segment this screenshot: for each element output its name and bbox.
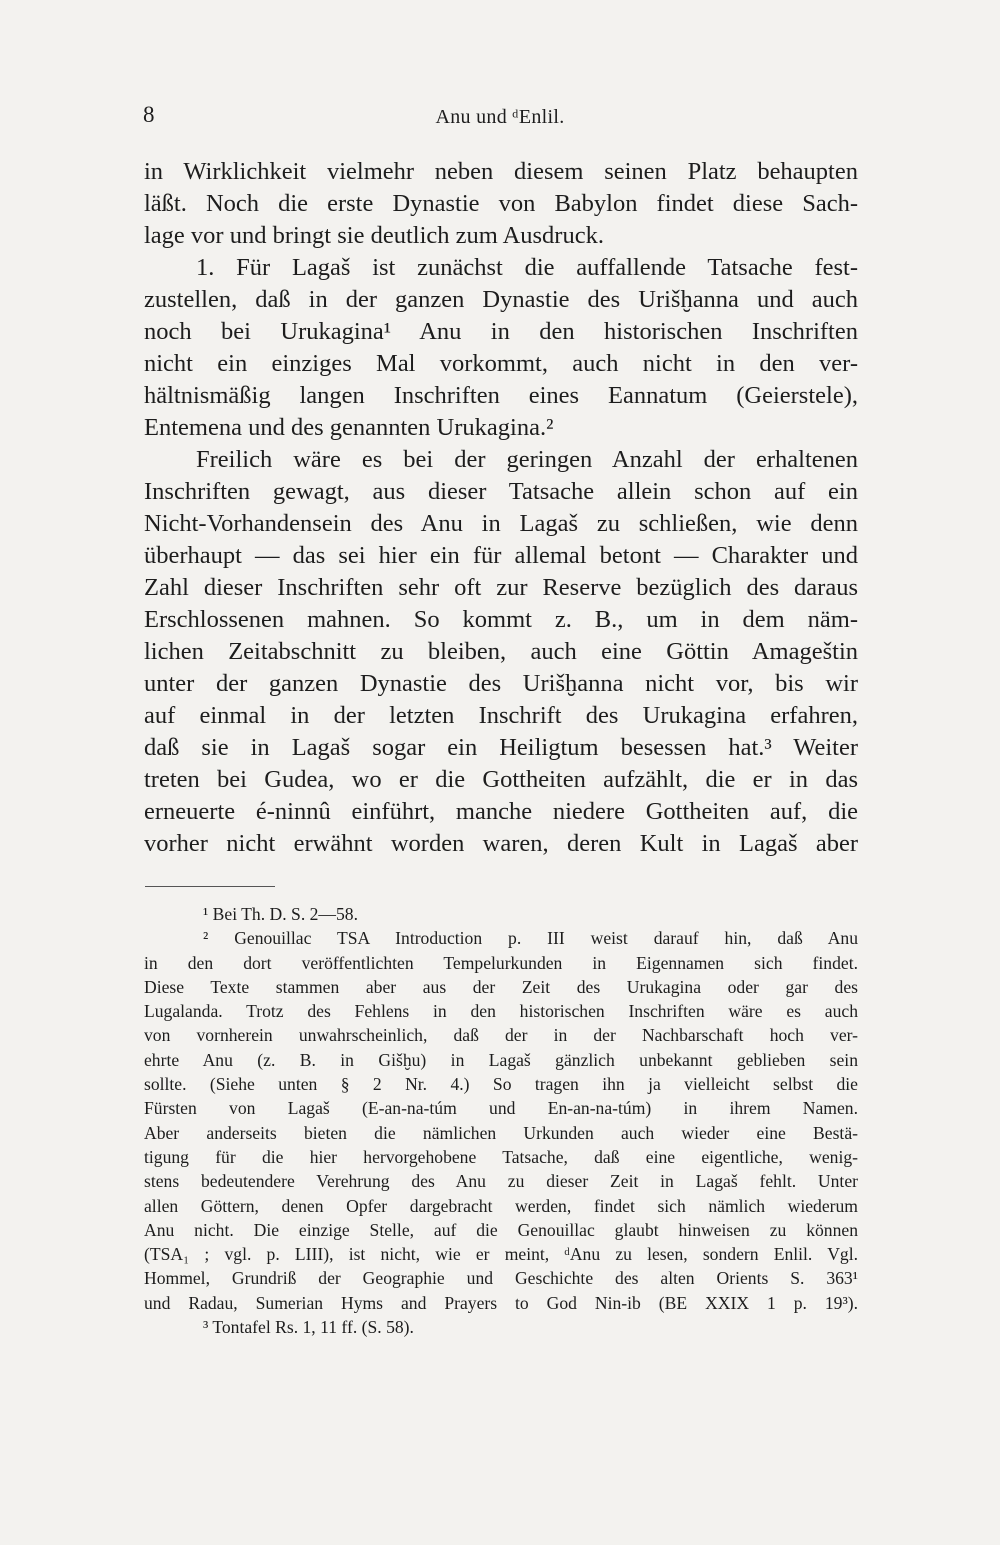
text-line: Inschriften gewagt, aus dieser Tatsache allein schon auf ein: [144, 478, 858, 505]
footnote-line: Lugalanda. Trotz des Fehlens in den historischen Inschriften wäre es auch: [144, 1001, 858, 1022]
text-line: daß sie in Lagaš sogar ein Heiligtum besessen hat.³ Weiter: [144, 734, 858, 761]
page-number: 8: [143, 102, 155, 127]
text-line: lichen Zeitabschnitt zu bleiben, auch eine Göttin Amageštin: [144, 638, 858, 665]
footnote-line: von vornherein unwahrscheinlich, daß der in der Nachbarschaft hoch ver-: [144, 1025, 858, 1046]
footnote-line: Hommel, Grundriß der Geographie und Geschichte des alten Orients S. 363¹: [144, 1268, 858, 1289]
footnote-line: Anu nicht. Die einzige Stelle, auf die Genouillac glaubt hinweisen zu können: [144, 1219, 858, 1240]
footnote-separator: [145, 886, 275, 887]
text-line: erneuerte é-ninnû einführt, manche niedere Gottheiten auf, die: [144, 798, 858, 825]
text-line: Entemena und des genannten Urukagina.²: [144, 414, 554, 441]
text-line: überhaupt — das sei hier ein für allemal betont — Charakter und: [144, 542, 858, 569]
footnote-line: ehrte Anu (z. B. in Gišḫu) in Lagaš gänzlich unbekannt geblieben sein: [144, 1049, 858, 1070]
footnote-line: (TSA₁ ; vgl. p. LIII), ist nicht, wie er meint, ᵈAnu zu lesen, sondern Enlil. Vgl.: [144, 1244, 858, 1265]
main-text: [144, 156, 858, 860]
text-line: Erschlossenen mahnen. So kommt z. B., um in dem näm-: [144, 606, 858, 633]
text-line: noch bei Urukagina¹ Anu in den historischen Inschriften: [144, 318, 858, 345]
footnote-1: ¹ Bei Th. D. S. 2—58.: [203, 904, 358, 924]
footnote-line: Fürsten von Lagaš (E-an-na-túm und En-an-na-túm) in ihrem Namen.: [144, 1098, 858, 1119]
text-line: Zahl dieser Inschriften sehr oft zur Reserve bezüglich des daraus: [144, 574, 858, 601]
paragraph-start-line: 1. Für Lagaš ist zunächst die auffallende Tatsache fest-: [196, 254, 858, 281]
footnote-line: allen Göttern, denen Opfer dargebracht werden, findet sich nämlich wiederum: [144, 1195, 858, 1216]
footnote-line: sollte. (Siehe unten § 2 Nr. 4.) So tragen ihn ja vielleicht selbst die: [144, 1074, 858, 1095]
footnote-line: in den dort veröffentlichten Tempelurkunden in Eigennamen sich findet.: [144, 952, 858, 973]
text-line: nicht ein einziges Mal vorkommt, auch nicht in den ver-: [144, 350, 858, 377]
text-line: läßt. Noch die erste Dynastie von Babylon findet diese Sach-: [144, 190, 858, 217]
text-line: treten bei Gudea, wo er die Gottheiten aufzählt, die er in das: [144, 766, 858, 793]
footnote-line: stens bedeutendere Verehrung des Anu zu dieser Zeit in Lagaš fehlt. Unter: [144, 1171, 858, 1192]
footnote-line: Diese Texte stammen aber aus der Zeit des Urukagina oder gar des: [144, 976, 858, 997]
footnote-line: Aber anderseits bieten die nämlichen Urkunden auch wieder eine Bestä-: [144, 1122, 858, 1143]
running-head: Anu und ᵈEnlil.: [435, 106, 565, 128]
footnote-line: und Radau, Sumerian Hyms and Prayers to God Nin-ib (BE XXIX 1 p. 19³).: [144, 1292, 858, 1313]
text-line: lage vor und bringt sie deutlich zum Ausdruck.: [144, 222, 604, 249]
text-line: zustellen, daß in der ganzen Dynastie des Urišḫanna und auch: [144, 286, 858, 313]
footnote-line: tigung für die hier hervorgehobene Tatsache, daß eine eigentliche, wenig-: [144, 1146, 858, 1167]
footnotes: [144, 902, 858, 1339]
text-line: Nicht-Vorhandensein des Anu in Lagaš zu schließen, wie denn: [144, 510, 858, 537]
footnote-2: ² Genouillac TSA Introduction p. III weist darauf hin, daß Anu: [203, 928, 858, 949]
text-line: vorher nicht erwähnt worden waren, deren Kult in Lagaš aber: [144, 830, 858, 857]
text-line: unter der ganzen Dynastie des Urišḫanna nicht vor, bis wir: [144, 670, 858, 697]
footnote-3: ³ Tontafel Rs. 1, 11 ff. (S. 58).: [203, 1317, 414, 1338]
text-line: in Wirklichkeit vielmehr neben diesem seinen Platz behaupten: [144, 158, 858, 185]
paragraph-start-line: Freilich wäre es bei der geringen Anzahl der erhaltenen: [196, 446, 858, 473]
text-line: auf einmal in der letzten Inschrift des Urukagina erfahren,: [144, 702, 858, 729]
text-line: hältnismäßig langen Inschriften eines Eannatum (Geierstele),: [144, 382, 858, 409]
